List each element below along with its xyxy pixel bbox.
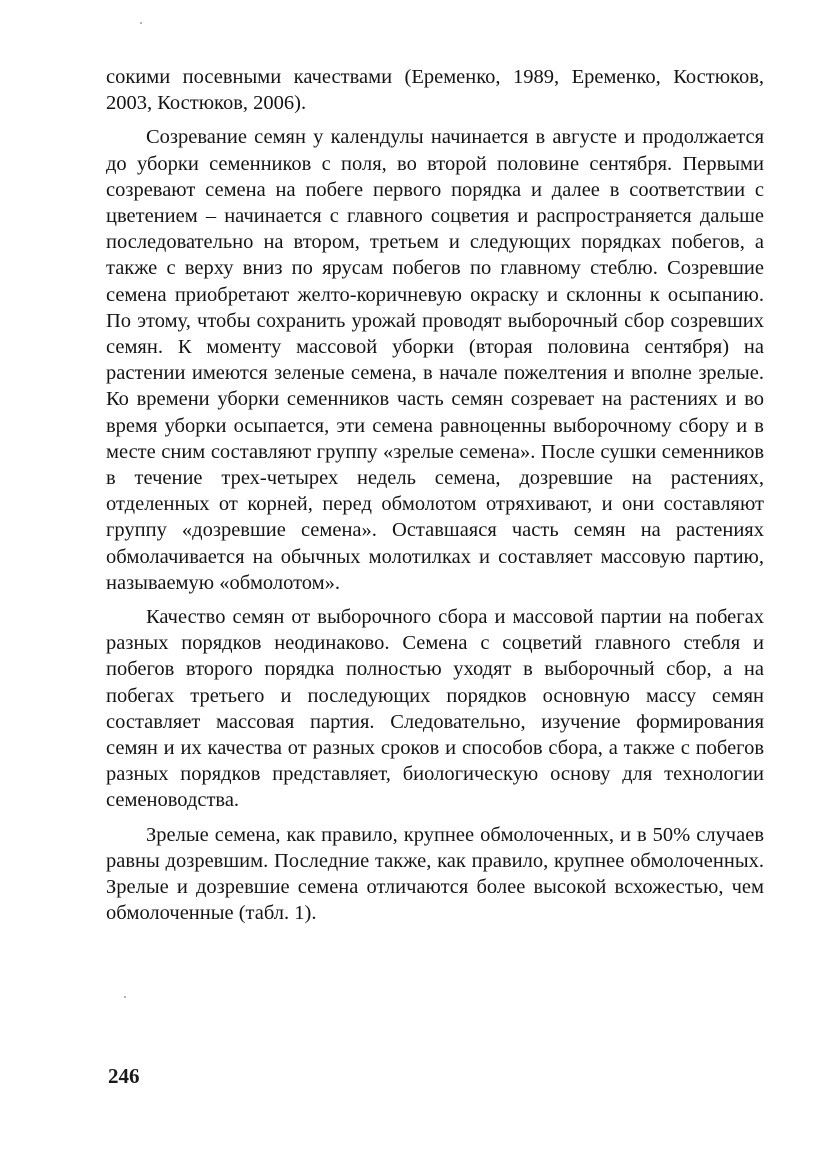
paragraph-seed-ripening: Созревание семян у календулы начинается в августе и продолжается до уборки семенников с поля, во второй половине сентября. Первыми созревают семена на побеге первого порядка и далее в соответствии с цветением – начинается с главного соцветия и распространяется дальше последовательно на втором, третьем и следующих порядках побегов, а также с верху вниз по ярусам побегов по главному стеблю. Созревшие семена приобретают желто-коричневую окраску и склонны к осыпанию. По этому, чтобы сохранить урожай проводят выборочный сбор созревших семян. К моменту массовой уборки (вторая половина сентября) на растении имеются зеленые семена, в начале пожелтения и вполне зрелые. Ко времени уборки семенников часть семян созревает на растениях и во время уборки осыпается, эти семена равноценны выборочному сбору и в месте сним составляют группу «зрелые семена». После сушки семенников в течение трех-четырех недель семена, дозревшие на растениях, отделенных от корней, перед обмолотом отряхивают, и они составляют группу «дозревшие семена». Оставшаяся часть семян на растениях обмолачивается на обычных молотилках и составляет массовую партию, называемую «обмолотом». xyxy=(106,126,764,594)
paragraph-mature-seeds: Зрелые семена, как правило, крупнее обмолоченных, и в 50% случаев равны дозревшим. Последние также, как правило, крупнее обмолоченных. Зрелые и дозревшие семена отличаются более высокой всхожестью, чем обмолоченные (табл. 1). xyxy=(106,823,764,925)
body-text xyxy=(106,64,764,927)
scan-speck xyxy=(140,22,142,24)
page-number: 246 xyxy=(108,1064,140,1088)
paragraph-seed-quality: Качество семян от выборочного сбора и массовой партии на побегах разных порядков неодинаково. Семена с соцветий главного стебля и побегов второго порядка полностью уходят в выборочный сбор, а на побегах третьего и последующих порядков основную массу семян составляет массовая партия. Следовательно, изучение формирования семян и их качества от разных сроков и способов сбора, а также с побегов разных порядков представляет, биологическую основу для технологии семеноводства. xyxy=(106,606,764,812)
paragraph-continuation: сокими посевными качествами (Еременко, 1989, Еременко, Костюков, 2003, Костюков, 2006). xyxy=(106,66,764,115)
scan-speck xyxy=(124,996,126,998)
